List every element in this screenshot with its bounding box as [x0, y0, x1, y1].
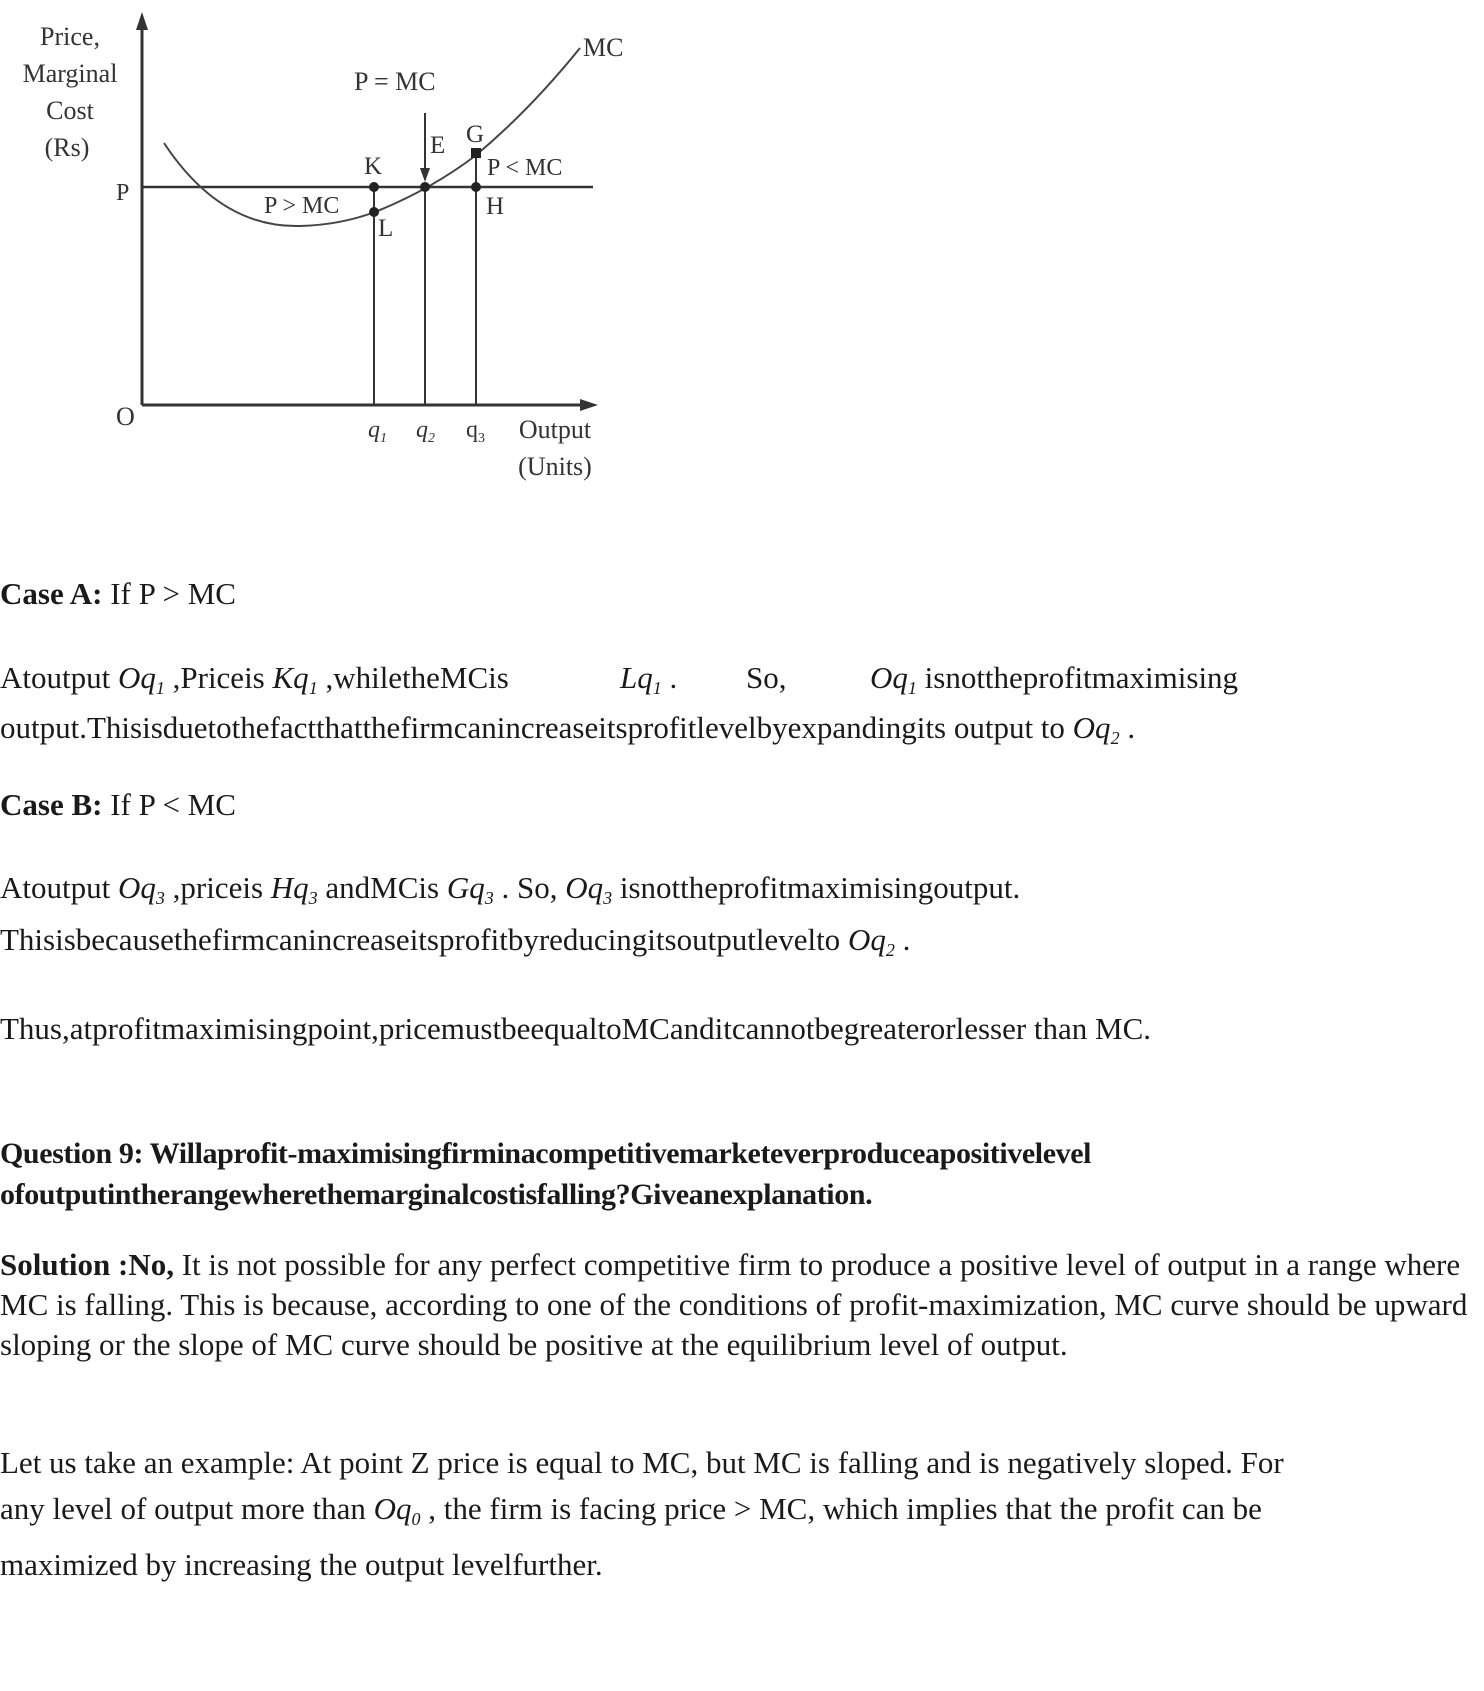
origin-label: O: [116, 402, 135, 431]
p-greater-mc-caption: P > MC: [264, 193, 340, 219]
point-k: [369, 182, 379, 192]
arrow-down-icon: [420, 168, 430, 182]
y-axis-label-2: Marginal: [22, 59, 118, 88]
q1-tick-label: $q_1$: [368, 417, 387, 446]
case-b-line-2: Thisisbecausethefirmcanincreaseitsprofitbyreducingitsoutputlevelto $Oq_2$ .: [0, 922, 911, 960]
price-label: P: [116, 180, 130, 206]
x-axis-arrow-icon: [580, 399, 598, 411]
solution-paragraph: Solution :No, It is not possible for any perfect competitive firm to produce a positive level of output in a range where MC is falling. This is because, according to one of the conditions of profit-maximization, MC curve should be upward sloping or the slope of MC curve should be positive at the equilibrium level of output.: [0, 1247, 1468, 1362]
mc-curve-label: MC: [583, 33, 624, 62]
point-l-label: L: [378, 215, 394, 242]
point-e-label: E: [430, 132, 446, 159]
x-axis-label-2: (Units): [518, 452, 592, 481]
question-9-line-1: Question 9: Willaprofit-maximisingfirminacompetitivemarketeverproduceapositivelevel: [0, 1137, 1092, 1170]
x-axis-label-1: Output: [518, 415, 592, 444]
question-9-line-2: ofoutputintherangewherethemarginalcostisfalling?Giveanexplanation.: [0, 1178, 873, 1211]
y-axis-label-1: Price,: [40, 22, 100, 51]
conclusion-text: Thus,atprofitmaximisingpoint,pricemustbeequaltoMCanditcannotbegreaterorlesser than MC.: [0, 1011, 1152, 1046]
point-h: [471, 182, 481, 192]
p-equals-mc-caption: P = MC: [354, 67, 436, 96]
case-a-heading: Case A: If P > MC: [0, 576, 236, 611]
p-less-mc-caption: P < MC: [487, 155, 563, 181]
case-b-line-1: Atoutput $Oq_3$ ,priceis $Hq_3$ andMCis $Gq_3$ . So, $Oq_3$ isnottheprofitmaximisingoutput.: [0, 870, 1021, 908]
y-axis-arrow-icon: [136, 12, 148, 30]
case-a-line-1: Atoutput $Oq_1$ ,Priceis $Kq_1$ ,whiletheMCis $Lq_1$ . So, $Oq_1$ isnottheprofitmaximising: [0, 660, 1239, 698]
point-g: [471, 148, 481, 158]
point-h-label: H: [486, 193, 505, 220]
case-a-line-2: output.Thisisduetothefactthatthefirmcanincreaseitsprofitlevelbyexpandingits output to $Oq_2$ .: [0, 710, 1136, 748]
point-g-label: G: [466, 121, 485, 148]
q3-tick-label: $q_3$: [466, 417, 485, 446]
point-k-label: K: [364, 153, 383, 180]
q2-tick-label: $q_2$: [416, 417, 435, 446]
point-e: [420, 182, 430, 192]
mc-price-diagram: [0, 0, 660, 510]
example-paragraph: Let us take an example: At point Z price is equal to MC, but MC is falling and is negatively sloped. For any level of output more than $Oq_0$ , the firm is facing price > MC, which implies that the profit can be maximized by increasing the output levelfurther.: [0, 1445, 1284, 1582]
y-axis-label-3: Cost: [46, 96, 94, 125]
case-b-heading: Case B: If P < MC: [0, 787, 236, 822]
y-axis-label-4: (Rs): [44, 133, 90, 162]
